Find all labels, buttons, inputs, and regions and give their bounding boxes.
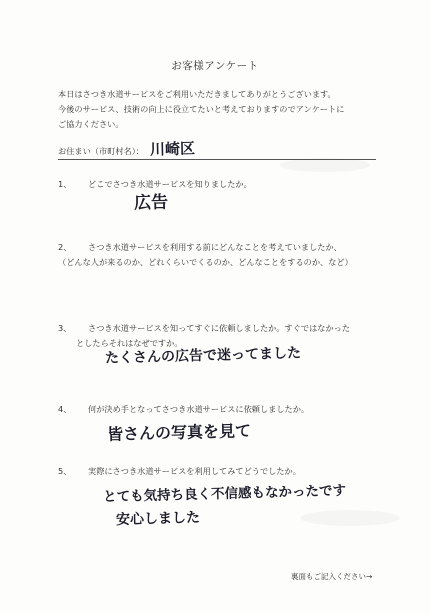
question-text: さつき水道サービスを知ってすぐに依頼しましたか。すぐではなかった	[88, 323, 351, 333]
answer-3: たくさんの広告で迷ってました	[104, 345, 302, 367]
intro-line: 今後のサービス、技術の向上に役立てたいと考えておりますのでアンケートに	[58, 104, 345, 114]
question-text: 何が決め手となってさつき水道サービスに依頼しましたか。	[88, 404, 310, 414]
address-label: お住まい（市町村名）：	[58, 146, 144, 156]
intro-line: ご協力ください。	[58, 119, 124, 129]
turn-over-note: 裏面もご記入ください→	[291, 572, 373, 581]
answer-5-line-2: 安心しました	[115, 509, 201, 529]
question-number: 2、	[58, 242, 72, 252]
intro-paragraph	[58, 87, 388, 132]
question-number: 4、	[58, 404, 72, 414]
address-field	[58, 139, 376, 160]
question-subtext: （どんな人が来るのか、どれくらいでくるのか、どんなことをするのか、など）	[58, 257, 353, 267]
question-number: 1、	[58, 179, 72, 189]
question-text: 実際にさつき水道サービスを利用してみてどうでしたか。	[88, 466, 301, 476]
question-number: 3、	[58, 323, 72, 333]
answer-1: 広告	[133, 192, 169, 214]
paper-smudge	[300, 510, 400, 526]
address-answer: 川崎区	[149, 139, 196, 159]
question-text: どこでさつき水道サービスを知りましたか。	[88, 179, 252, 189]
question-text: さつき水道サービスを利用する前にどんなことを考えていましたか、	[88, 242, 342, 252]
question-number: 5、	[58, 466, 72, 476]
answer-4: 皆さんの写真を見て	[106, 421, 252, 444]
question-subtext: としたらそれはなぜですか。	[76, 338, 183, 348]
intro-line: 本日はさつき水道サービスをご利用いただきましてありがとうございます。	[58, 89, 336, 99]
survey-title: お客様アンケート	[171, 60, 259, 72]
paper-smudge	[280, 158, 370, 172]
answer-5-line-1: とても気持ち良く不信感もなかったです	[102, 482, 347, 506]
